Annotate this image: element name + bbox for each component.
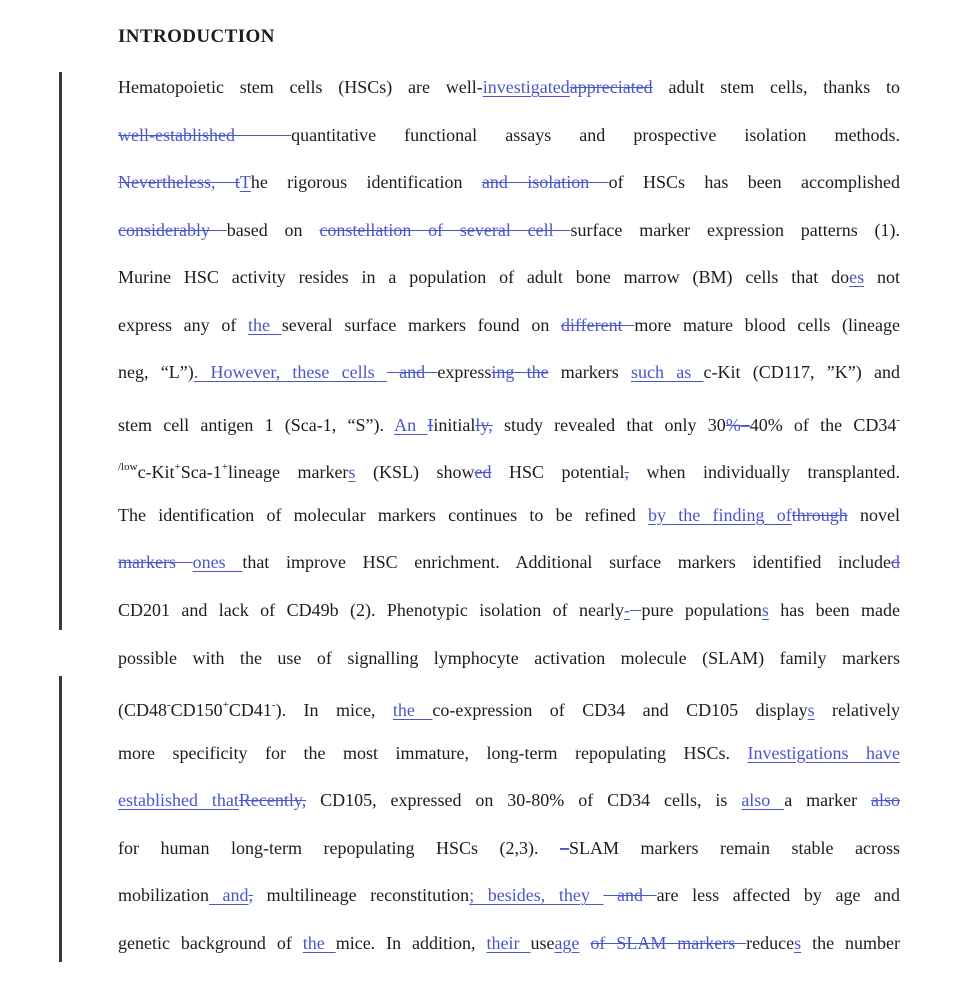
deleted-text: different bbox=[561, 314, 635, 335]
deleted-text: ly, bbox=[475, 414, 493, 435]
inserted-text: their bbox=[486, 932, 531, 953]
section-heading: INTRODUCTION bbox=[118, 26, 275, 47]
text-run: lineage marker bbox=[227, 462, 349, 483]
inserted-text: the bbox=[248, 314, 282, 335]
deleted-text: I bbox=[427, 414, 434, 435]
deleted-text: and bbox=[603, 885, 657, 906]
deleted-text: ing the bbox=[491, 362, 549, 383]
deleted-text: considerably bbox=[118, 219, 227, 240]
deleted-text: Nevertheless, t bbox=[118, 172, 240, 193]
superscript-text: + bbox=[221, 461, 228, 474]
text-run: HSC potential bbox=[491, 462, 625, 483]
text-run: markers bbox=[548, 362, 632, 383]
inserted-text: s bbox=[807, 700, 815, 721]
text-run: CD150 bbox=[170, 700, 223, 721]
text-run: reduce bbox=[746, 932, 795, 953]
text-run: Murine HSC activity resides in a population of adult bone marrow (BM) cells that do bbox=[118, 267, 850, 288]
text-run: 40% of the CD34 bbox=[749, 414, 897, 435]
paragraph-line bbox=[118, 397, 900, 445]
text-run: a marker bbox=[784, 790, 871, 811]
inserted-text: Investigations have bbox=[747, 742, 900, 763]
deleted-text: through bbox=[791, 504, 848, 525]
inserted-text: An bbox=[394, 414, 428, 435]
text-run: CD105, expressed on 30-80% of CD34 cells, is bbox=[306, 790, 742, 811]
deleted-text: %– bbox=[725, 414, 750, 435]
inserted-text: established that bbox=[118, 790, 239, 811]
text-run: possible with the use of signalling lymphocyte activation molecule (SLAM) family markers bbox=[118, 647, 900, 668]
deleted-text: , bbox=[624, 462, 629, 483]
inserted-text: ones bbox=[192, 552, 243, 573]
deleted-text bbox=[630, 600, 641, 620]
inserted-text: s bbox=[794, 932, 802, 953]
text-run: more mature blood cells (lineage bbox=[634, 314, 900, 335]
paragraph-line bbox=[118, 64, 900, 112]
text-run: genetic background of bbox=[118, 932, 303, 953]
text-run: the number bbox=[801, 932, 900, 953]
deleted-text: also bbox=[871, 790, 900, 811]
inserted-text: by the finding of bbox=[648, 504, 792, 525]
text-run: (CD48 bbox=[118, 700, 167, 721]
paragraph-line bbox=[118, 730, 900, 778]
text-run: neg, “L”) bbox=[118, 362, 194, 383]
paragraph-line bbox=[118, 444, 900, 492]
text-run: c-Kit (CD117, ”K”) and bbox=[703, 362, 900, 383]
text-run: for human long-term repopulating HSCs (2,3). bbox=[118, 837, 561, 858]
paragraph-line bbox=[118, 587, 900, 635]
inserted-text: the bbox=[392, 700, 433, 721]
deleted-text: of SLAM markers bbox=[590, 932, 747, 953]
inserted-text: also bbox=[741, 790, 785, 811]
inserted-text: T bbox=[239, 172, 251, 193]
inserted-text: investigated bbox=[482, 77, 570, 97]
superscript-text: /low bbox=[118, 461, 138, 474]
text-run: based on bbox=[226, 219, 320, 240]
text-run: he rigorous identification bbox=[250, 172, 482, 193]
paragraph-line bbox=[118, 777, 900, 825]
text-run: The identification of molecular markers continues to be refined bbox=[118, 504, 649, 525]
deleted-text: – bbox=[560, 837, 570, 858]
inserted-text: . However, these cells bbox=[193, 362, 387, 383]
paragraph-line bbox=[118, 872, 900, 920]
paragraph-line bbox=[118, 349, 900, 397]
text-run: ). In mice, bbox=[275, 700, 393, 721]
text-run: adult stem cells, thanks to bbox=[652, 77, 900, 97]
text-run: novel bbox=[847, 504, 900, 525]
deleted-text: constellation of several cell bbox=[319, 219, 571, 240]
inserted-text: es bbox=[849, 267, 865, 288]
text-run: use bbox=[530, 932, 555, 953]
deleted-text: d bbox=[890, 552, 900, 573]
inserted-text: such as bbox=[631, 362, 704, 383]
text-run: SLAM markers remain stable across bbox=[569, 837, 900, 858]
text-run: Sca-1 bbox=[180, 462, 222, 483]
deleted-text: well-established bbox=[118, 124, 292, 145]
superscript-text: - bbox=[271, 699, 276, 712]
change-bar bbox=[59, 676, 62, 962]
text-run: has been made bbox=[768, 600, 900, 621]
text-run: initial bbox=[433, 414, 476, 435]
text-run: stem cell antigen 1 (Sca-1, “S”). bbox=[118, 414, 395, 435]
text-run: multilineage reconstitution bbox=[253, 885, 470, 906]
paragraph-line bbox=[118, 539, 900, 587]
text-run: more specificity for the most immature, long-term repopulating HSCs. bbox=[118, 742, 748, 763]
text-run: that improve HSC enrichment. Additional surface markers identified include bbox=[242, 552, 891, 573]
inserted-text: ; besides, they bbox=[469, 885, 604, 906]
deleted-text: and isolation bbox=[481, 172, 609, 193]
paragraph-line bbox=[118, 159, 900, 207]
deleted-text: markers bbox=[118, 552, 193, 573]
deleted-text: ed bbox=[474, 462, 492, 483]
text-run: express bbox=[437, 362, 492, 383]
inserted-text: s bbox=[761, 600, 769, 621]
paragraph-line bbox=[118, 302, 900, 350]
text-run: mobilization bbox=[118, 885, 209, 906]
superscript-text: + bbox=[222, 699, 229, 712]
inserted-text: and bbox=[208, 885, 249, 906]
paragraph-line bbox=[118, 682, 900, 730]
text-run: pure population bbox=[641, 600, 762, 621]
inserted-text: age bbox=[554, 932, 580, 953]
paragraph-line bbox=[118, 254, 900, 302]
inserted-text: - bbox=[624, 600, 631, 621]
deleted-text: , bbox=[248, 885, 254, 906]
text-run: c-Kit bbox=[137, 462, 175, 483]
change-bar bbox=[59, 72, 62, 630]
text-run: are less affected by age and bbox=[656, 885, 900, 906]
superscript-text: - bbox=[167, 699, 171, 712]
text-run: mice. In addition, bbox=[335, 932, 487, 953]
text-run: study revealed that only 30 bbox=[492, 414, 726, 435]
paragraph-line bbox=[118, 920, 900, 968]
text-run: several surface markers found on bbox=[281, 314, 562, 335]
text-run: (KSL) show bbox=[355, 462, 475, 483]
paragraph-line bbox=[118, 112, 900, 160]
text-run: Hematopoietic stem cells (HSCs) are well- bbox=[118, 77, 483, 97]
text-run: surface marker expression patterns (1). bbox=[570, 219, 900, 240]
deleted-text: Recently, bbox=[238, 790, 307, 811]
text-run: relatively bbox=[814, 700, 900, 721]
text-run: CD201 and lack of CD49b (2). Phenotypic isolation of nearly bbox=[118, 600, 625, 621]
paragraph-line bbox=[118, 492, 900, 540]
paragraph-line bbox=[118, 635, 900, 683]
inserted-text: the bbox=[302, 932, 336, 953]
deleted-text: and bbox=[386, 362, 438, 383]
superscript-text: + bbox=[174, 461, 181, 474]
superscript-text: - bbox=[896, 413, 900, 426]
text-run bbox=[579, 933, 590, 953]
text-run: of HSCs has been accomplished bbox=[608, 172, 900, 193]
text-run: quantitative functional assays and prospective isolation methods. bbox=[291, 124, 900, 145]
text-run: not bbox=[864, 267, 900, 288]
deleted-text: appreciated bbox=[569, 77, 653, 97]
paragraph-line bbox=[118, 207, 900, 255]
text-run: co-expression of CD34 and CD105 display bbox=[432, 700, 808, 721]
paragraph-line bbox=[118, 825, 900, 873]
text-run: CD41 bbox=[228, 700, 272, 721]
inserted-text: s bbox=[348, 462, 356, 483]
text-run: express any of bbox=[118, 314, 249, 335]
text-run: when individually transplanted. bbox=[629, 462, 900, 483]
revision-paragraph bbox=[118, 64, 900, 967]
